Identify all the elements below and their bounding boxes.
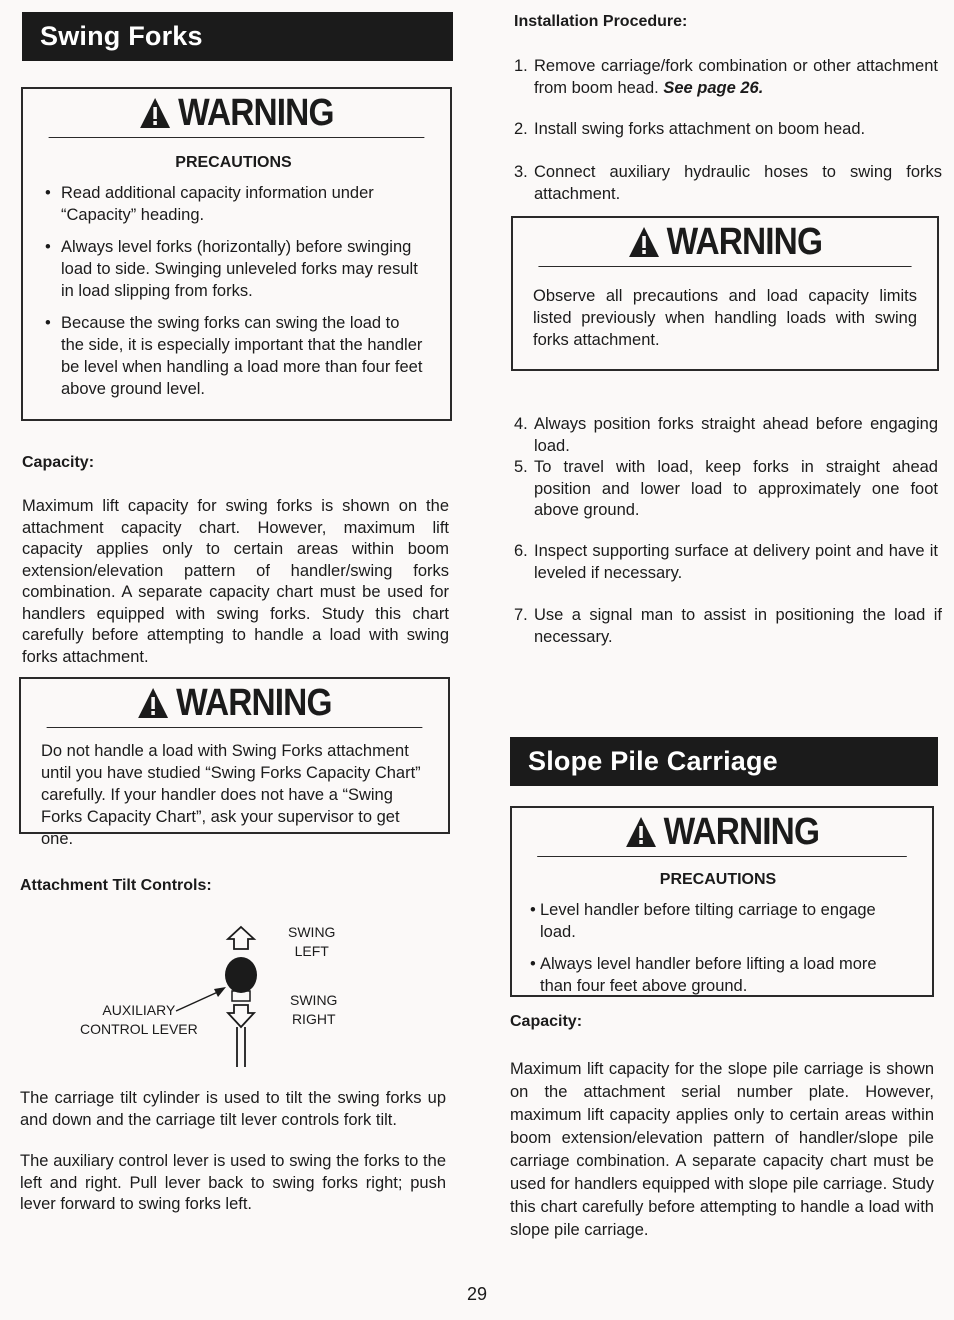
slope-pile-title: Slope Pile Carriage xyxy=(528,746,778,776)
capacity-paragraph: Maximum lift capacity for swing forks is shown on the attachment capacity chart. However, maximum lift capacity applies only to certain areas within boom extension/elevation pattern of handler/swing forks combination. A separate capacity chart must be used for handlers equipped with swing forks. Study this chart carefully before attempting to handle a load with swing forks attachment. xyxy=(22,497,449,666)
page-number: 29 xyxy=(466,1284,488,1304)
control-lever-diagram xyxy=(60,915,380,1075)
warning-header xyxy=(537,808,907,857)
install-step-7: 7. Use a signal man to assist in positioning the load if necessary. xyxy=(514,606,942,646)
tilt-paragraph-1: The carriage tilt cylinder is used to tilt the swing forks up and down and the carriage tilt lever controls fork tilt. xyxy=(20,1089,446,1129)
capacity-heading: Capacity: xyxy=(22,454,95,471)
precautions-list xyxy=(43,182,424,400)
swing-left-label: SWING LEFT xyxy=(288,924,336,959)
precaution-item: • Level handler before tilting carriage to engage load. xyxy=(528,899,908,943)
warning-title: WARNING xyxy=(666,220,823,263)
warning-body xyxy=(513,267,937,359)
warning-title: WARNING xyxy=(663,810,820,853)
precautions-list xyxy=(528,899,908,997)
warning-header xyxy=(538,218,911,267)
warning-text: Do not handle a load with Swing Forks attachment until you have studied “Swing Forks Capacity Chart” carefully. If your handler does not have a “Swing Forks Capacity Chart”, ask your supervisor to get one. xyxy=(41,742,421,848)
precaution-item: • Read additional capacity information under “Capacity” heading. xyxy=(43,182,424,226)
install-step-2: 2. Install swing forks attachment on boom head. xyxy=(514,120,866,138)
swing-forks-chart-warning-box xyxy=(19,677,450,848)
slope-pile-banner xyxy=(510,737,938,786)
install-step-3: 3. Connect auxiliary hydraulic hoses to swing forks attachment. xyxy=(514,163,942,203)
precaution-item: • Always level handler before lifting a load more than four feet above ground. xyxy=(528,953,908,997)
warning-triangle-icon xyxy=(137,687,169,719)
installation-warning-box xyxy=(511,216,939,371)
swing-forks-banner xyxy=(22,12,453,61)
swing-forks-warning-box xyxy=(21,87,452,421)
warning-header xyxy=(49,89,425,138)
warning-body xyxy=(512,857,932,1015)
precautions-title: PRECAUTIONS xyxy=(175,154,292,171)
warning-title: WARNING xyxy=(178,91,334,134)
slope-capacity-heading: Capacity: xyxy=(510,1013,583,1030)
warning-triangle-icon xyxy=(625,816,657,848)
warning-header xyxy=(47,679,423,728)
warning-text: Observe all precautions and load capacity limits listed previously when handling loads with swing forks attachment. xyxy=(533,287,917,349)
warning-triangle-icon xyxy=(628,226,660,258)
tilt-paragraph-2: The auxiliary control lever is used to swing the forks to the left and right. Pull lever back to swing forks right; push lever forward to swing forks left. xyxy=(20,1152,446,1213)
warning-body xyxy=(21,728,448,858)
install-step-6: 6. Inspect supporting surface at delivery point and have it leveled if necessary. xyxy=(514,542,938,582)
precaution-item: • Always level forks (horizontally) before swinging load to side. Swinging unleveled forks may result in load slipping from forks. xyxy=(43,236,424,302)
install-step-4: 4. Always position forks straight ahead before engaging load. xyxy=(514,415,938,455)
precaution-item: • Because the swing forks can swing the load to the side, it is especially important that the handler be level when handling a load more than four feet above ground level. xyxy=(43,312,424,400)
auxiliary-control-lever-label: AUXILIARY CONTROL LEVER xyxy=(80,1002,198,1037)
swing-forks-title: Swing Forks xyxy=(40,21,203,51)
warning-body xyxy=(23,138,450,420)
install-step-1: 1. Remove carriage/fork combination or other attachment from boom head. See page 26. xyxy=(514,57,938,97)
tilt-controls-heading: Attachment Tilt Controls: xyxy=(20,877,212,894)
installation-heading: Installation Procedure: xyxy=(514,13,688,30)
warning-title: WARNING xyxy=(176,681,332,724)
swing-right-label: SWING RIGHT xyxy=(290,992,338,1027)
slope-pile-warning-box xyxy=(510,806,934,997)
install-step-5: 5. To travel with load, keep forks in straight ahead position and lower load to approximately one foot above ground. xyxy=(514,458,938,519)
page-reference: See page 26. xyxy=(663,78,764,97)
warning-triangle-icon xyxy=(139,97,171,129)
slope-capacity-paragraph: Maximum lift capacity for the slope pile carriage is shown on the attachment serial number plate. However, maximum lift capacity applies only to certain areas within boom extension/elevation pattern of handler/slope pile carriage combination. A separate capacity chart must be used for handlers equipped with slope pile carriage. Study this chart carefully before attempting to handle a load with slope pile carriage. xyxy=(510,1060,934,1239)
precautions-title: PRECAUTIONS xyxy=(659,871,777,888)
